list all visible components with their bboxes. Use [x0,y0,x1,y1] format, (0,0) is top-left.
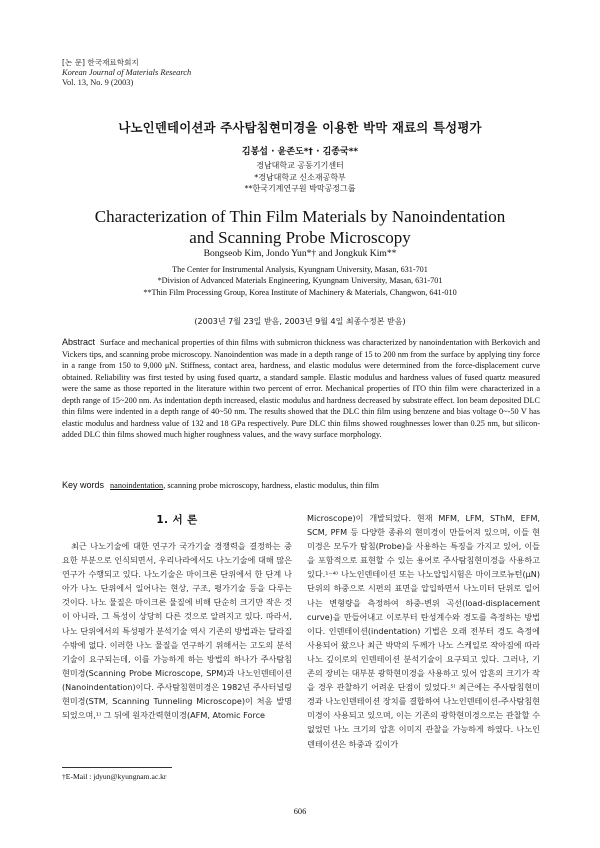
journal-english-name: Korean Journal of Materials Research [62,68,192,77]
journal-volume: Vol. 13, No. 9 (2003) [62,78,134,87]
section-heading: 1. 서 론 [156,514,198,526]
english-affiliation: *Division of Advanced Materials Engineering, Kyungnam University, Masan, 631-701 [157,276,443,286]
english-title-line: Characterization of Thin Film Materials by Nanoindentation [94,207,506,226]
english-title [0,206,600,248]
korean-affiliations [0,160,600,195]
korean-affiliation: **한국기계연구원 박막공정그룹 [244,184,356,193]
abstract-label: Abstract [62,337,96,347]
korean-affiliation: *경남대학교 신소재공학부 [254,172,346,182]
journal-header [62,58,191,88]
body-right-column [307,511,540,751]
keyword-underlined: nanoindentation [110,481,164,490]
journal-korean-name: [논 문] 한국재료학회지 [62,58,139,67]
english-authors: Bongseob Kim, Jondo Yun*† and Jongkuk Kim** [203,248,397,259]
abstract-text: Surface and mechanical properties of thin films with submicron thickness was characterized by nanoindentation with Berkovich and Vickers tips, and scanning probe microscopy. Nanoindention was made in a depth range of 15 to 200 nm from the surface by applying tiny force in a range from 150 to 9,000 μN. Stiffness, contact area, hardness, and elastic modulus were determined from the force-displacement curve obtained. Reliability was first tested by using fused quartz, a standard sample. Elastic modulus and hardness values of fused quartz measured were the same as those reported in the literature within two percent of error. Mechanical properties of ITO thin film were characterized in a depth range of 15~200 nm. As indentation depth increased, elastic modulus and hardness decreased by substrate effect. Ion beam deposited DLC thin films were indented in a depth range of 40~50 nm. The results showed that the DLC thin film using benzene and bias voltage 0~-50 V has elastic modulus and hardness value of 132 and 18 GPa respectively. Pure DLC thin films showed roughnesses lower than 0.25 nm, but silicon-added DLC thin films showed much higher roughness values, and the wavy surface morphology. [62,338,540,439]
body-paragraph: 최근 나노기술에 대한 연구가 국가기술 경쟁력을 결정하는 중요한 부분으로 인식되면서, 우리나라에서도 나노기술에 대해 많은 연구가 수행되고 있다. 나노기술은 마이크론 단위에서 한 단계 나아가 나노 단위에서 일어나는 현상, 구조, 평가기술 등을 다루는 것이다. 나노 물질은 마이크론 물질에 비해 단순히 크기만 작은 것이 아니라, 그 특성이 상당히 다른 것으로 알려지고 있다. 따라서, 나노 단위에서의 특성평가 분석기술 역시 기존의 방법과는 달라질 수밖에 없다. 이러한 나노 물질을 연구하기 위해서는 고도의 분석기술이 요구되는데, 이를 가능하게 하는 방법의 하나가 주사탐침현미경(Scanning Probe Microscope, SPM)과 나노인덴테이션(Nanoindentation)이다. 주사탐침현미경은 1982년 주사터널링현미경(STM, Scanning Tunneling Microscope)이 처음 발명되었으며,¹⁾ 그 뒤에 원자간력현미경(AFM, Atomic Force [62,541,292,721]
page-number: 606 [293,807,307,816]
body-left-column [62,539,292,722]
abstract [62,337,540,441]
english-affiliations [0,264,600,298]
english-title-line: and Scanning Probe Microscopy [189,228,411,247]
footnote-divider [62,767,172,768]
received-dates: (2003년 7월 23일 받음, 2003년 9월 4일 최종수정본 받음) [194,317,406,326]
korean-title: 나노인덴테이션과 주사탐침현미경을 이용한 박막 재료의 특성평가 [118,120,482,135]
english-affiliation: The Center for Instrumental Analysis, Kyungnam University, Masan, 631-701 [172,265,428,274]
korean-affiliation: 경남대학교 공동기기센터 [256,161,344,170]
keywords [62,480,540,490]
english-affiliation: **Thin Film Processing Group, Korea Institute of Machinery & Materials, Changwon, 641-010 [143,287,457,297]
body-paragraph: Microscope)이 개발되었다. 현재 MFM, LFM, SThM, EFM, SCM, PFM 등 다양한 종류의 현미경이 만들어져 있으며, 이들 현미경은 모두가 탐침(Probe)을 사용하는 특징을 가지고 있어, 이들을 포함적으로 표현할 수 있는 용어로 주사탐침현미경을 사용하고 있다.¹⁻⁴⁾ 나노인덴테이션 또는 나노압입시험은 마이크로뉴턴(μN) 단위의 하중으로 시편의 표면을 압입하면서 나노미터 단위로 일어나는 변형량을 측정하여 하중-변위 곡선(load-displacement curve)을 만들어내고 이로부터 탄성계수와 경도를 측정하는 방법이다. 인덴테이션(indentation) 기법은 오래 전부터 경도 측정에 사용되어 왔으나 최근 박막의 두께가 나노 스케일로 작아짐에 따라 나노 깊이로의 인덴테이션 분석기술이 요구되고 있다. 그러나, 기존의 장비는 대부분 광학현미경을 사용하고 있어 압흔의 크기가 작을 경우 관찰하기 어려운 단점이 있었다.⁵⁾ 최근에는 주사탐침현미경과 나노인덴테이션 장치를 결합하여 나노인덴테이션-주사탐침현미경이 사용되고 있으며, 이는 기존의 광학현미경으로는 관찰할 수 없었던 나노 크기의 압흔 이미지 관찰을 가능하게 하였다. 나노인덴테이션은 하중과 깊이가 [307,513,540,749]
footnote: †E-Mail : jdyun@kyungnam.ac.kr [62,772,167,781]
keywords-list: , scanning probe microscopy, hardness, elastic modulus, thin film [163,481,379,490]
keywords-label: Key words [62,480,105,490]
korean-authors: 김봉섭 · 윤존도*† · 김종국** [241,147,359,157]
